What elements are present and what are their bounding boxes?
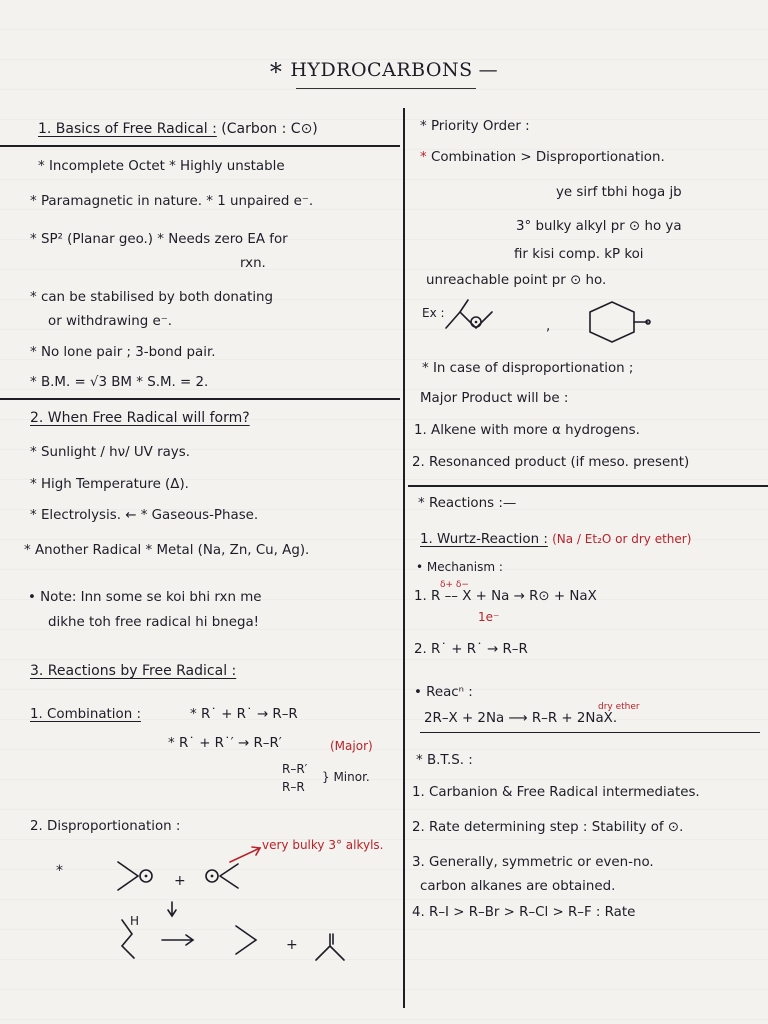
section2-heading (30, 409, 250, 427)
minor-product-a: R–R′ (282, 762, 308, 776)
combination-eq-1: * R˙ + R˙ → R–R (190, 707, 298, 722)
section2-rule (0, 398, 400, 400)
section1-heading-text: 1. Basics of Free Radical : (38, 121, 217, 137)
title-text: HYDROCARBONS (290, 59, 473, 81)
wurtz-heading (420, 530, 691, 549)
priority-line-1 (420, 149, 665, 167)
s2-line-3: * Electrolysis. ← * Gaseous-Phase. (30, 508, 259, 523)
disp-case-item-2: 2. Resonanced product (if meso. present) (412, 455, 690, 470)
reacn-label: • Reacⁿ : (414, 685, 473, 700)
priority-line-4: fir kisi comp. kP koi (514, 247, 644, 262)
title-star: * (269, 58, 283, 86)
radical-2-skeleton (220, 864, 238, 888)
combination-label (30, 706, 141, 724)
bts-item-3: 3. Generally, symmetric or even-no. (412, 855, 654, 870)
priority-red-star: * (420, 150, 427, 165)
example-branch (460, 300, 468, 312)
reactions-heading: * Reactions :— (418, 496, 517, 511)
bts-item-2: 2. Rate determining step : Stability of ⊙. (412, 820, 684, 835)
disp-plus-1: + (174, 873, 186, 889)
product-arrow (162, 935, 193, 945)
combination-eq-2: * R˙ + R˙′ → R–R′ (168, 736, 282, 751)
bulky-note: very bulky 3° alkyls. (262, 838, 384, 852)
s1-line-5: * can be stabilised by both donating (30, 290, 274, 305)
combination-label-text: 1. Combination : (30, 707, 141, 722)
example-structures (440, 298, 680, 346)
disp-case-line-1: * In case of disproportionation ; (422, 361, 634, 376)
major-label: (Major) (330, 739, 373, 753)
s2-line-4: * Another Radical * Metal (Na, Zn, Cu, Ag). (24, 543, 310, 558)
cyclohexane-ring (590, 302, 634, 342)
reactions-rule (408, 485, 768, 487)
minor-label: } Minor. (322, 770, 370, 784)
bts-item-3b: carbon alkanes are obtained. (420, 879, 616, 894)
example-label: Ex : (422, 306, 445, 320)
mech-charges: δ+ δ− (440, 580, 469, 590)
section1-heading (38, 120, 318, 138)
disp-case-item-1: 1. Alkene with more α hydrogens. (414, 423, 640, 438)
disproportionation-label: 2. Disproportionation : (30, 819, 181, 834)
s2-note-2: dikhe toh free radical hi bnega! (48, 615, 260, 630)
s1-line-2: * Paramagnetic in nature. * 1 unpaired e⁻. (30, 194, 314, 209)
radical-1-skeleton (118, 862, 138, 890)
wurtz-heading-text: 1. Wurtz-Reaction : (420, 532, 548, 547)
bts-rule (420, 732, 760, 733)
disproportionation-structures (100, 842, 390, 972)
s2-line-2: * High Temperature (Δ). (30, 477, 189, 492)
bts-item-1: 1. Carbanion & Free Radical intermediates. (412, 785, 700, 800)
column-divider (403, 108, 405, 1008)
section3-heading-text: 3. Reactions by Free Radical : (30, 663, 237, 679)
section1-heading-note: (Carbon : C⊙) (221, 121, 318, 137)
priority-line-3: 3° bulky alkyl pr ⊙ ho ya (516, 219, 682, 234)
disp-star: * (56, 863, 63, 879)
section1-rule (0, 145, 400, 147)
s1-line-3: * SP² (Planar geo.) * Needs zero EA for (30, 232, 288, 247)
wurtz-equation: 2R–X + 2Na ⟶ R–R + 2NaX. (424, 711, 618, 726)
s1-line-4: rxn. (240, 256, 266, 271)
bts-item-4: 4. R–I > R–Br > R–Cl > R–F : Rate (412, 905, 636, 920)
priority-line-5: unreachable point pr ⊙ ho. (426, 273, 607, 288)
example-chain (446, 312, 492, 328)
wurtz-conditions: (Na / Et₂O or dry ether) (552, 532, 692, 546)
mech-electron: 1e⁻ (478, 610, 500, 624)
s2-line-1: * Sunlight / hν/ UV rays. (30, 445, 190, 460)
priority-heading: * Priority Order : (420, 119, 530, 134)
isobutene-product (316, 934, 344, 960)
priority-line-2: ye sirf tbhi hoga jb (556, 185, 682, 200)
disp-plus-2: + (286, 937, 298, 953)
title-dash: — (478, 59, 499, 81)
s1-line-6: or withdrawing e⁻. (48, 314, 173, 329)
minor-product-b: R–R (282, 780, 305, 794)
s1-line-1: * Incomplete Octet * Highly unstable (38, 159, 285, 174)
mechanism-label: • Mechanism : (416, 560, 503, 574)
alkene-product (236, 926, 256, 954)
example-comma: , (546, 319, 551, 334)
mech-step-2: 2. R˙ + R˙ → R–R (414, 642, 528, 657)
eqn-condition: dry ether (598, 702, 640, 712)
priority-line-1-text: Combination > Disproportionation. (430, 150, 665, 165)
bts-heading: * B.T.S. : (416, 753, 473, 768)
down-arrow (168, 902, 176, 916)
page-title (0, 58, 768, 86)
title-underline (296, 88, 476, 89)
disp-case-line-2: Major Product will be : (420, 391, 569, 406)
s1-line-8: * B.M. = √3 BM * S.M. = 2. (30, 375, 209, 390)
alkane-product (122, 920, 134, 958)
hydrogen-label: H (130, 914, 140, 928)
section3-heading (30, 662, 236, 680)
s2-note-1: • Note: Inn some se koi bhi rxn me (28, 590, 262, 605)
section2-heading-text: 2. When Free Radical will form? (30, 410, 250, 426)
mech-step-1: 1. R –– X + Na → R⊙ + NaX (414, 589, 597, 604)
s1-line-7: * No lone pair ; 3-bond pair. (30, 345, 216, 360)
